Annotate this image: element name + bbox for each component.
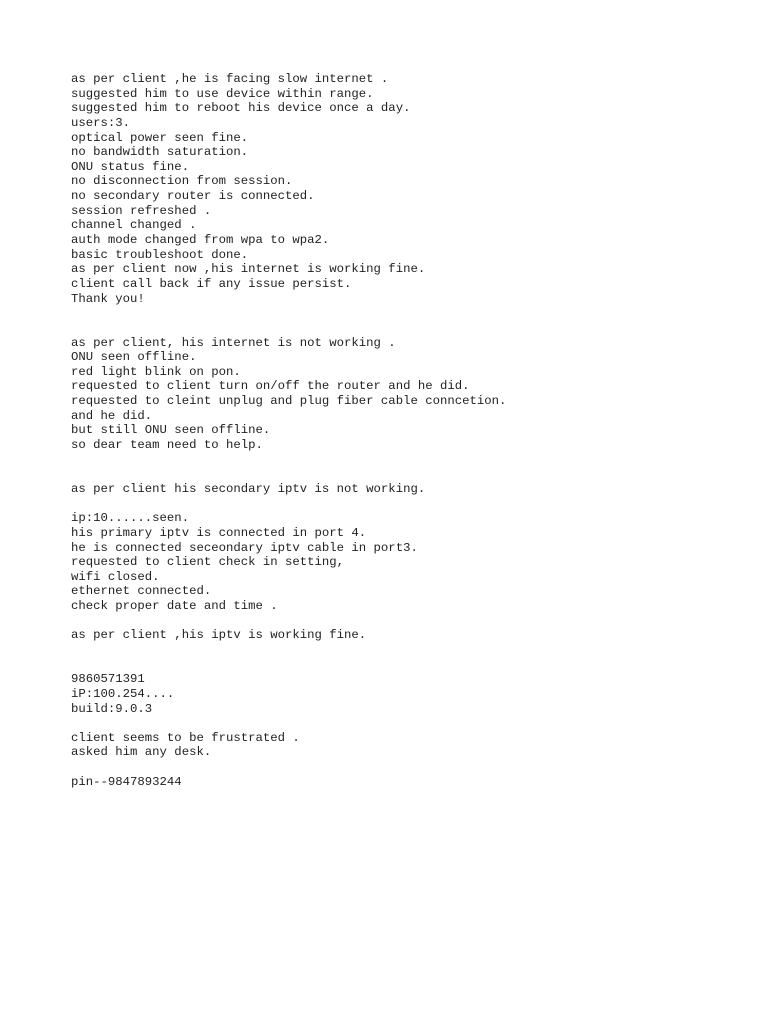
- note-block-iptv-details: [71, 511, 751, 613]
- text-line: iP:100.254....: [71, 686, 175, 701]
- text-line: requested to client turn on/off the router and he did.: [71, 379, 470, 394]
- blank-line: [71, 658, 751, 673]
- document-page: [71, 72, 751, 789]
- text-line: as per client now ,his internet is working fine.: [71, 262, 426, 277]
- text-line: as per client his secondary iptv is not working.: [71, 481, 426, 496]
- text-line: as per client ,he is facing slow internet .: [71, 72, 389, 86]
- blank-line: [71, 614, 751, 629]
- text-line: auth mode changed from wpa to wpa2.: [71, 233, 330, 248]
- note-block-secondary-iptv: [71, 482, 751, 497]
- text-line: client call back if any issue persist.: [71, 276, 352, 291]
- text-line: ONU seen offline.: [71, 350, 197, 365]
- text-line: suggested him to use device within range.: [71, 86, 374, 101]
- note-block-iptv-resolved: [71, 628, 751, 643]
- text-line: as per client ,his iptv is working fine.: [71, 628, 367, 643]
- blank-line: [71, 306, 751, 321]
- note-block-client-frustrated: [71, 731, 751, 760]
- text-line: session refreshed .: [71, 203, 212, 218]
- blank-line: [71, 643, 751, 658]
- blank-line: [71, 321, 751, 336]
- blank-line: [71, 467, 751, 482]
- text-line: ethernet connected.: [71, 584, 212, 599]
- text-line: 9860571391: [71, 672, 145, 687]
- text-line: no secondary router is connected.: [71, 189, 315, 204]
- text-line: wifi closed.: [71, 569, 160, 584]
- text-line: so dear team need to help.: [71, 438, 263, 453]
- text-line: optical power seen fine.: [71, 130, 249, 145]
- note-block-pin: [71, 775, 751, 790]
- text-line: no bandwidth saturation.: [71, 145, 249, 160]
- note-block-internet-not-working: [71, 336, 751, 453]
- text-line: pin--9847893244: [71, 774, 182, 789]
- text-line: ONU status fine.: [71, 159, 190, 174]
- text-line: his primary iptv is connected in port 4.: [71, 525, 367, 540]
- text-line: suggested him to reboot his device once a day.: [71, 101, 411, 116]
- text-line: requested to client check in setting,: [71, 555, 345, 570]
- blank-line: [71, 497, 751, 512]
- text-line: users:3.: [71, 115, 131, 130]
- text-line: ip:10......seen.: [71, 511, 190, 526]
- text-line: basic troubleshoot done.: [71, 247, 249, 262]
- text-line: asked him any desk.: [71, 745, 212, 760]
- note-block-contact-details: [71, 672, 751, 716]
- blank-line: [71, 760, 751, 775]
- text-line: channel changed .: [71, 218, 197, 233]
- text-line: no disconnection from session.: [71, 174, 293, 189]
- text-line: build:9.0.3: [71, 701, 153, 716]
- note-block-slow-internet: [71, 72, 751, 306]
- blank-line: [71, 453, 751, 468]
- text-line: check proper date and time .: [71, 599, 278, 614]
- text-line: and he did.: [71, 408, 153, 423]
- blank-line: [71, 716, 751, 731]
- text-line: but still ONU seen offline.: [71, 423, 271, 438]
- text-line: red light blink on pon.: [71, 364, 241, 379]
- text-line: Thank you!: [71, 291, 145, 306]
- text-line: client seems to be frustrated .: [71, 730, 300, 745]
- text-line: he is connected seceondary iptv cable in port3.: [71, 540, 418, 555]
- text-line: requested to cleint unplug and plug fiber cable conncetion.: [71, 394, 507, 409]
- text-line: as per client, his internet is not working .: [71, 335, 396, 350]
